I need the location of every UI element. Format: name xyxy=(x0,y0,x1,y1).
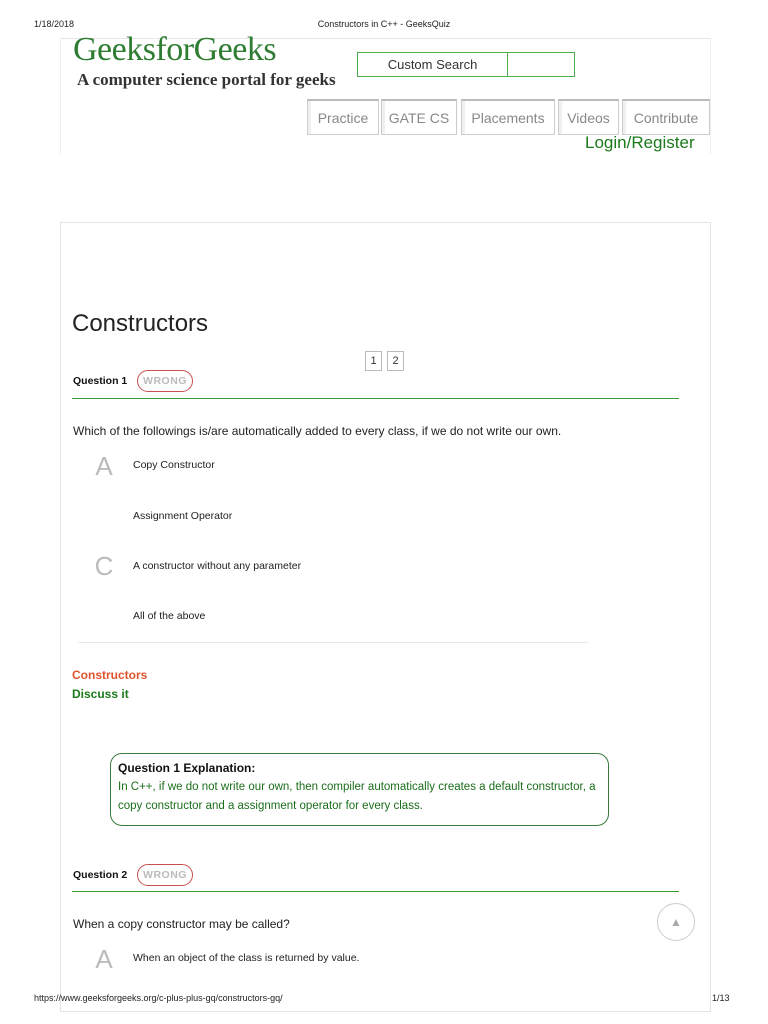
page-link-2[interactable]: 2 xyxy=(387,351,404,371)
question-1-explanation-box xyxy=(110,753,609,826)
site-tagline: A computer science portal for geeks xyxy=(77,70,336,89)
question-1-option-a[interactable]: Copy Constructor xyxy=(133,459,215,471)
question-2-text: When a copy constructor may be called? xyxy=(73,917,290,931)
header-right-border xyxy=(710,38,711,154)
options-divider xyxy=(78,642,588,643)
site-logo[interactable]: GeeksforGeeks xyxy=(73,31,277,68)
question-1-divider xyxy=(72,398,679,399)
search-button[interactable] xyxy=(508,52,575,77)
question-1-text: Which of the followings is/are automatically added to every class, if we do not write our own. xyxy=(73,424,562,438)
question-2-divider xyxy=(72,891,679,892)
print-page-number: 1/13 xyxy=(712,993,730,1003)
question-1-status-badge: WRONG xyxy=(137,370,193,392)
nav-tab-practice[interactable]: Practice xyxy=(307,99,379,135)
print-title: Constructors in C++ - GeeksQuiz xyxy=(317,19,451,29)
scroll-to-top-button[interactable] xyxy=(657,903,695,941)
question-2-option-a-letter: A xyxy=(95,944,113,974)
question-1-option-a-letter: A xyxy=(95,451,113,481)
page-link-1[interactable]: 1 xyxy=(365,351,382,371)
nav-tab-contribute[interactable]: Contribute xyxy=(622,99,710,135)
print-date: 1/18/2018 xyxy=(34,19,75,29)
question-2-label: Question 2 xyxy=(73,869,128,881)
discuss-link[interactable]: Discuss it xyxy=(72,687,129,701)
nav-tab-videos[interactable]: Videos xyxy=(558,99,619,135)
login-register-link[interactable]: Login/Register xyxy=(585,133,695,152)
question-1-option-c-letter: C xyxy=(94,551,114,581)
question-1-option-b[interactable]: Assignment Operator xyxy=(133,510,233,522)
question-2-status-badge: WRONG xyxy=(137,864,193,886)
nav-tab-gate-cs[interactable]: GATE CS xyxy=(381,99,457,135)
question-1-option-d[interactable]: All of the above xyxy=(133,610,206,622)
topic-tag-link[interactable]: Constructors xyxy=(72,668,148,682)
nav-tab-placements[interactable]: Placements xyxy=(461,99,555,135)
header-left-border xyxy=(60,38,61,154)
question-2-option-a[interactable]: When an object of the class is returned by value. xyxy=(133,952,360,964)
search-input[interactable]: Custom Search xyxy=(357,52,508,77)
arrow-up-icon: ▲ xyxy=(670,915,682,929)
print-url: https://www.geeksforgeeks.org/c-plus-plus-gq/constructors-gq/ xyxy=(34,993,283,1003)
explanation-body: In C++, if we do not write our own, then compiler automatically creates a default constructor, a copy constructor and a assignment operator for every class. xyxy=(118,781,596,812)
question-1-option-c[interactable]: A constructor without any parameter xyxy=(133,560,302,572)
page-title: Constructors xyxy=(72,310,209,337)
question-1-label: Question 1 xyxy=(73,375,128,387)
explanation-title: Question 1 Explanation: xyxy=(118,761,256,775)
